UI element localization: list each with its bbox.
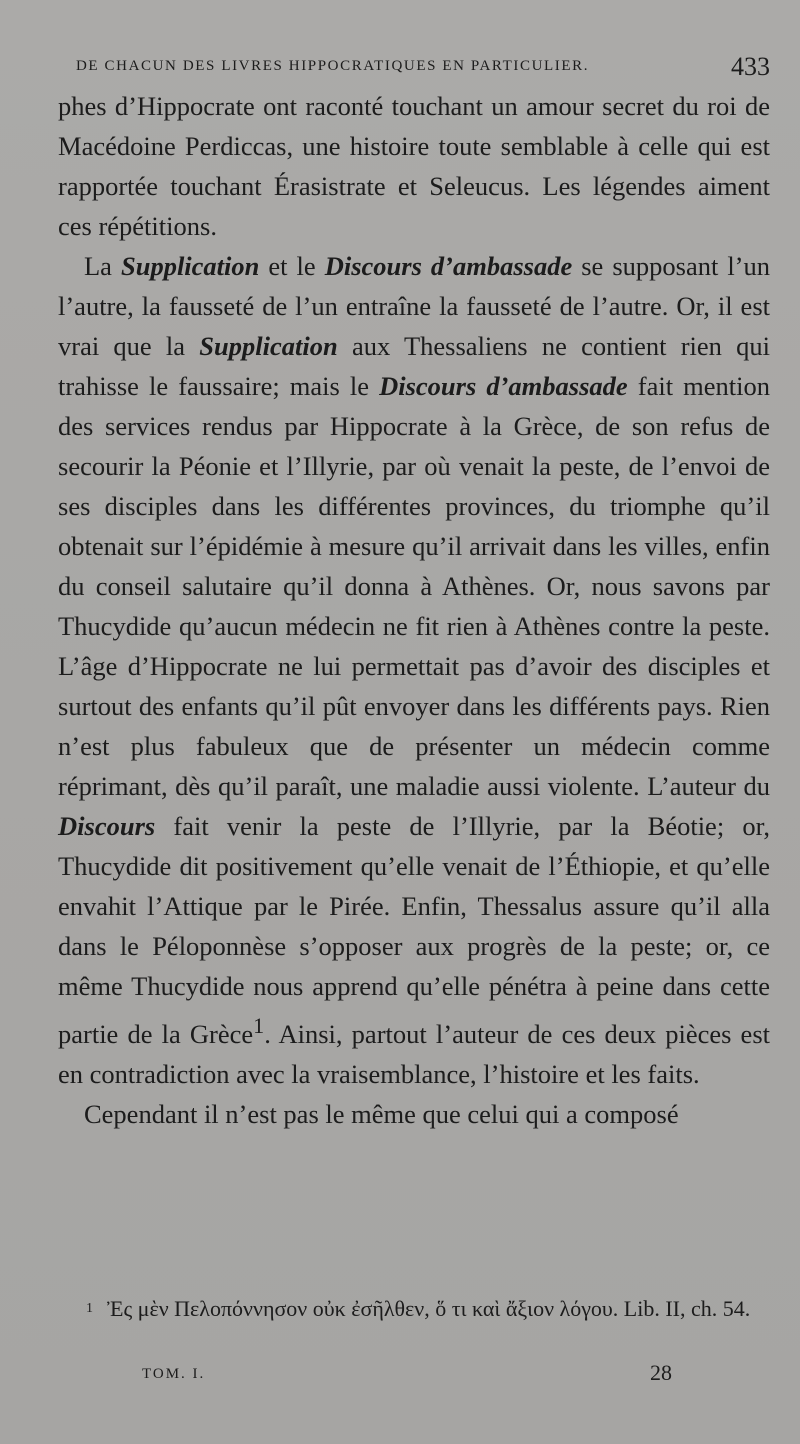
work-title-supplication: Supplication [199,331,338,361]
text-run: et le [259,251,325,281]
text-run: La [84,251,121,281]
running-head-title: DE CHACUN DES LIVRES HIPPOCRATIQUES EN PARTICULIER. [76,58,590,74]
footnote-mark: 1 [86,1301,93,1316]
work-title-discours: Discours d’ambassade [324,251,573,281]
text-run: se supposant l’un l’autre, la fausseté de l’un entraîne la fausseté de l’autre. Or, il est vrai que la [58,251,771,361]
footnote [58,1292,770,1326]
paragraph-supplication [58,246,770,1094]
footnote-reference[interactable]: 1 [253,1013,265,1038]
work-title-discours: Discours d’ambassade [379,371,628,401]
signature-mark: TOM. I. [142,1366,206,1382]
body-text [58,86,770,1134]
text-run: . Ainsi, partout l’auteur de ces deux pièces est en contradiction avec la vraisemblance, l’histoire et les faits. [58,1018,770,1089]
work-title-supplication: Supplication [120,251,260,281]
text-run: fait venir la peste de l’Illyrie, par la Béotie; or, Thucydide dit positivement qu’elle venait de l’Éthiopie, et qu’elle envahit l’Attique par le Pirée. Enfin, Thessalus assure qu’il alla dans le Péloponnèse s’opposer aux progrès de la peste; or, ce même Thucydide nous apprend qu’elle pénétra à peine dans cette partie de la Grèce [58,811,770,1049]
text-run: fait mention des services rendus par Hippocrate à la Grèce, de son refus de secourir la Péonie et l’Illyrie, par où venait la peste, de l’envoi de ses disciples dans les différentes provinces, du triomphe qu’il obtenait sur l’épidémie à mesure qu’il arrivait dans les villes, enfin du conseil salutaire qu’il donna à Athènes. Or, nous savons par Thucydide qu’aucun médecin ne fit rien à Athènes contre la peste. L’âge d’Hippocrate ne lui permettait pas d’avoir des disciples et surtout des enfants qu’il pût envoyer dans les différents pays. Rien n’est plus fabuleux que de présenter un médecin comme réprimant, dès qu’il paraît, une maladie aussi violente. L’auteur du [58,371,770,801]
paragraph-cependant: Cependant il n’est pas le même que celui qui a composé [84,1098,679,1129]
page-number: 433 [731,52,770,81]
work-title-discours-short: Discours [58,811,156,841]
folio-number: 28 [650,1360,672,1385]
paragraph-continuation: phes d’Hippocrate ont raconté touchant un amour secret du roi de Macédoine Perdiccas, une histoire toute semblable à celle qui est rapportée touchant Érasistrate et Seleucus. Les légendes aiment ces répétitions. [58,91,770,241]
text-run: aux Thessaliens ne contient rien qui trahisse le faussaire; mais le [58,331,770,401]
running-head [76,52,770,82]
footnote-text: Ἐς μὲν Πελοπόννησον οὐκ ἐσῆλθεν, ὅ τι καὶ ἄξιον λόγου. Lib. II, ch. 54. [107,1296,751,1321]
